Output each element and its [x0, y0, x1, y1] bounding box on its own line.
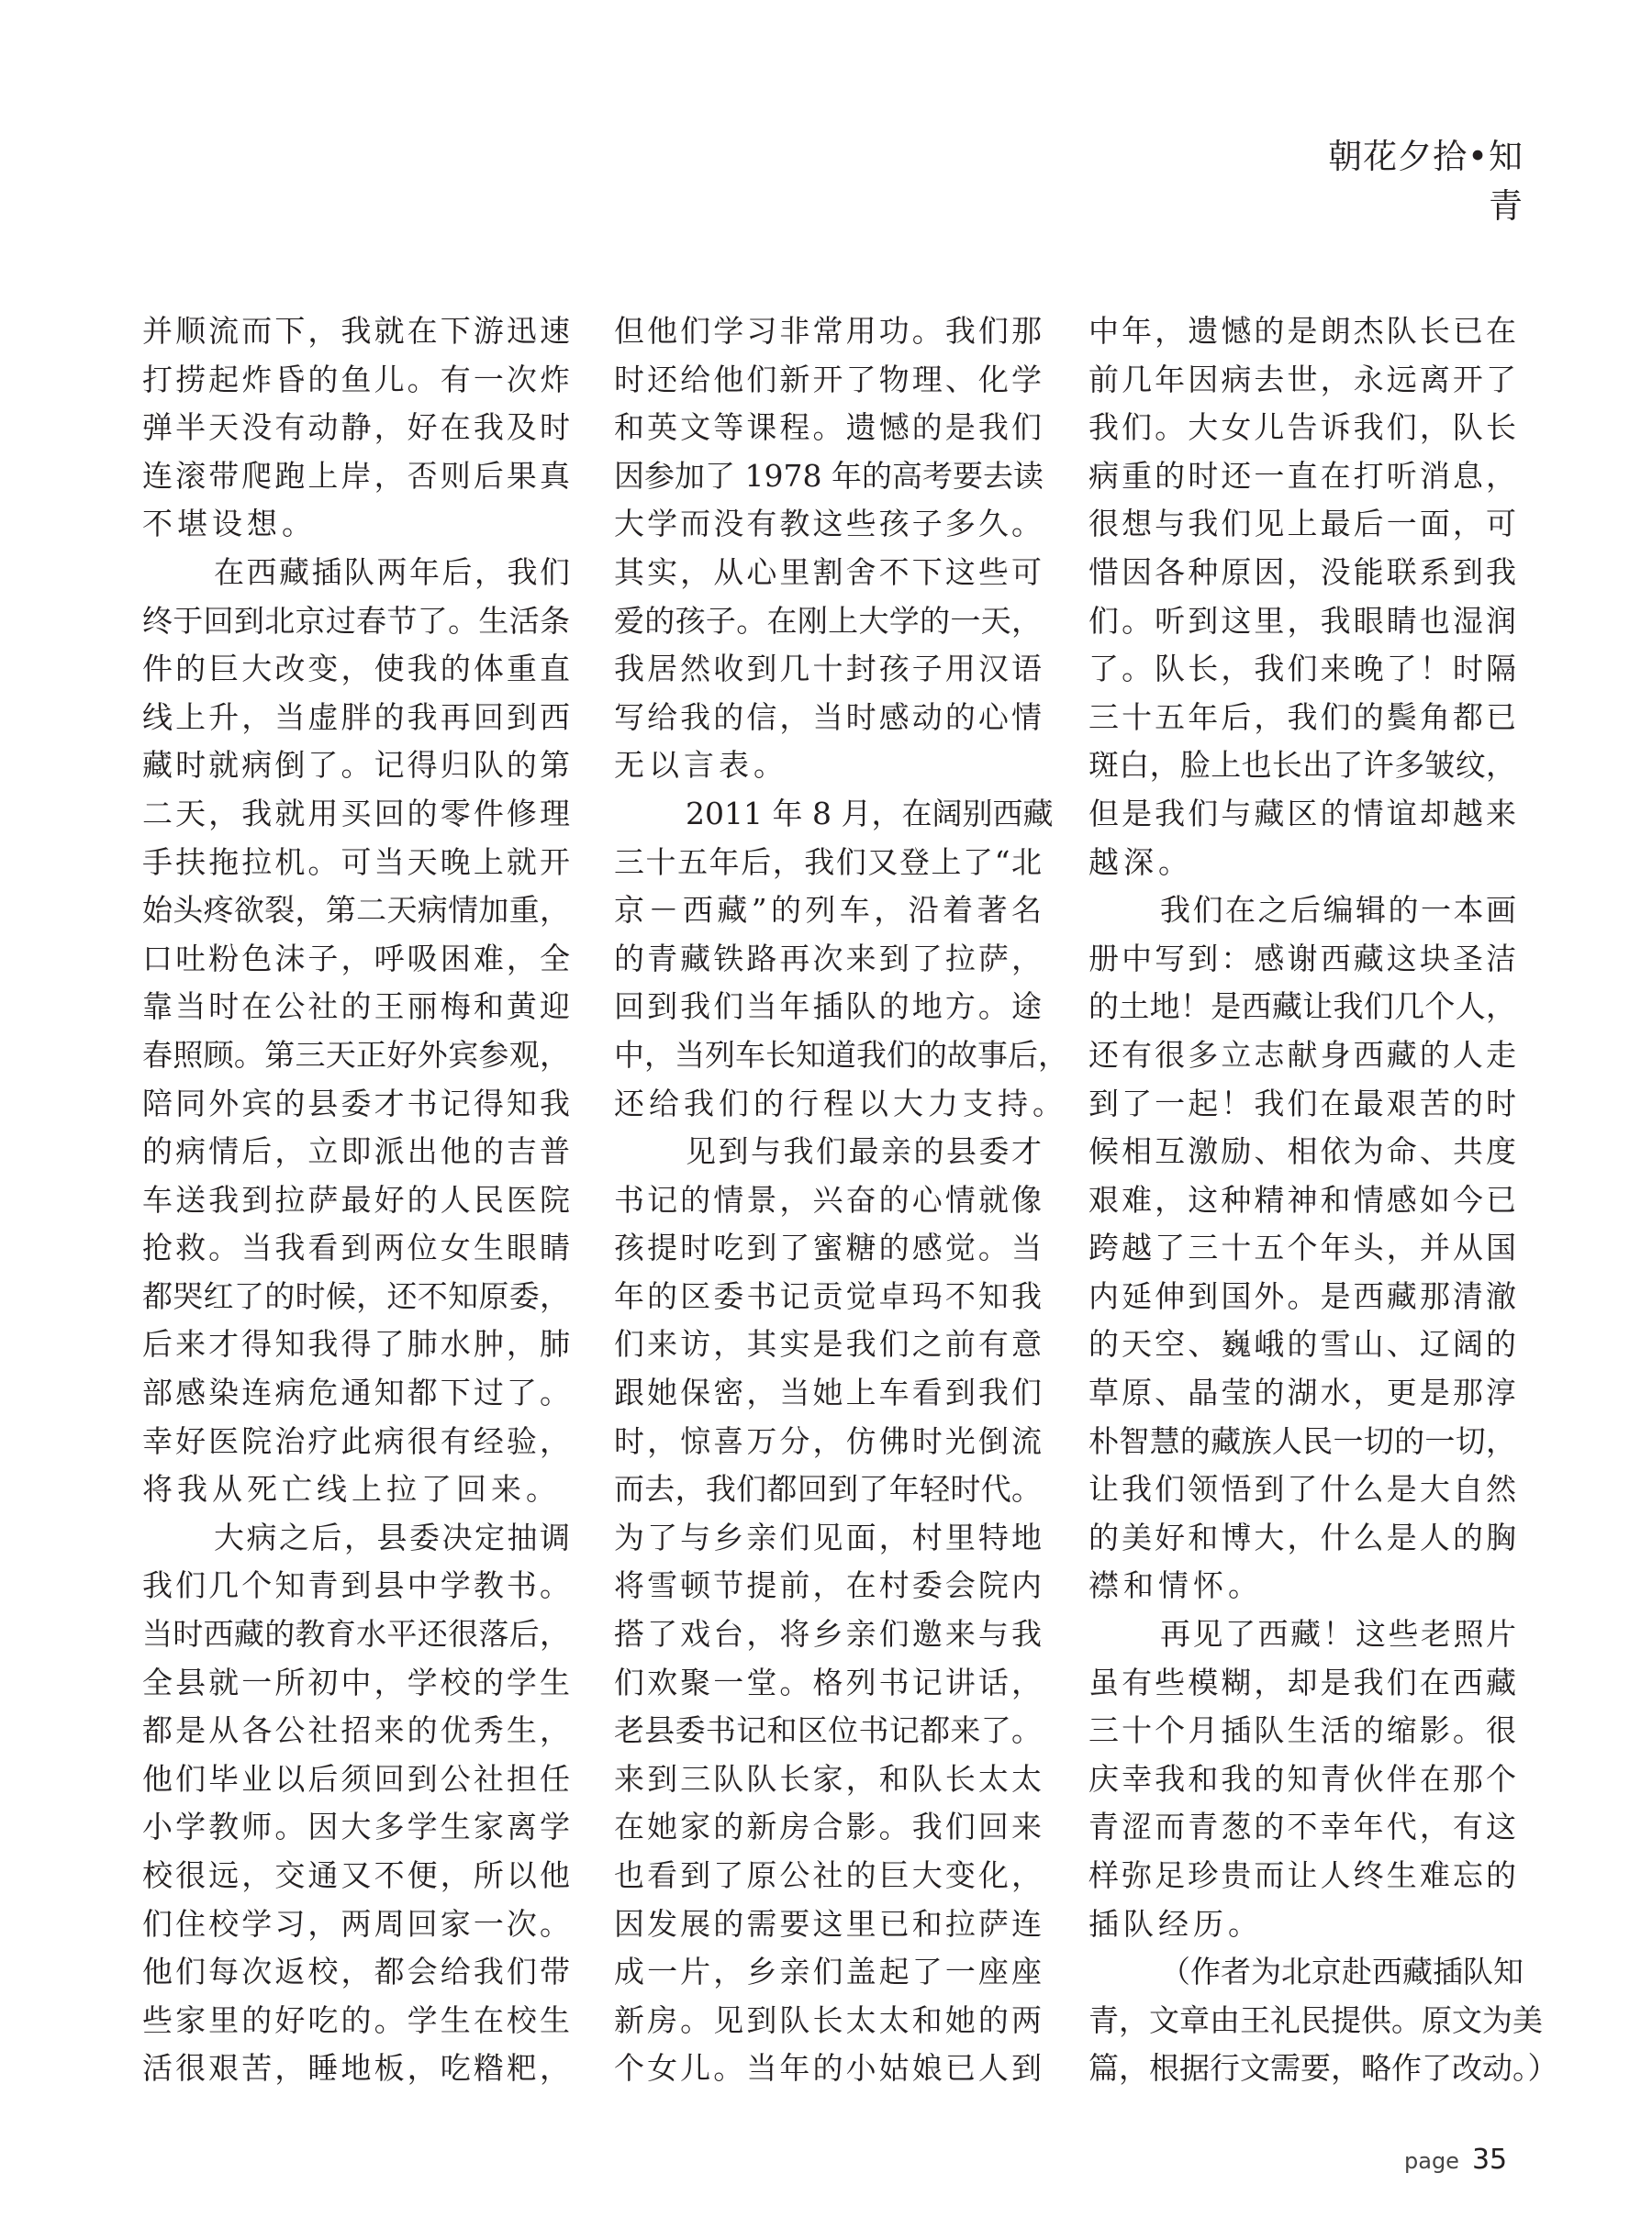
- text-line: 都哭红了的时候，还不知原委，: [142, 1277, 570, 1314]
- text-line: 二天，我就用买回的零件修理: [142, 795, 570, 831]
- text-line: 孩提时吃到了蜜糖的感觉。当: [614, 1230, 1042, 1266]
- text-line: 抢救。当我看到两位女生眼睛: [142, 1230, 570, 1266]
- text-line: 成一片，乡亲们盖起了一座座: [614, 1954, 1042, 1990]
- text-line: 都是从各公社招来的优秀生，: [142, 1712, 570, 1749]
- text-line: 候相互激励、相依为命、共度: [1088, 1133, 1516, 1170]
- text-line: 我们几个知青到县中学教书。: [142, 1567, 570, 1604]
- text-line: 时，惊喜万分，仿佛时光倒流: [614, 1422, 1042, 1459]
- text-line: 插队经历。: [1088, 1905, 1263, 1942]
- paragraph-start-line: 再见了西藏！这些老照片: [1160, 1616, 1516, 1653]
- text-line: 不堪设想。: [142, 506, 317, 542]
- text-line: 们。听到这里，我眼睛也湿润: [1088, 602, 1516, 639]
- text-line: 靠当时在公社的王丽梅和黄迎: [142, 988, 570, 1025]
- text-line: 陪同外宾的县委才书记得知我: [142, 1085, 570, 1121]
- article-column-2: [614, 307, 1068, 2093]
- text-line: 小学教师。因大多学生家离学: [142, 1809, 570, 1845]
- text-line: 些家里的好吃的。学生在校生: [142, 2001, 570, 2038]
- text-line: 惜因各种原因，没能联系到我: [1088, 553, 1516, 590]
- text-line: 还给我们的行程以大力支持。: [614, 1085, 1067, 1121]
- text-line: 们住校学习，两周回家一次。: [142, 1905, 570, 1942]
- text-line: 三十五年后，我们的鬓角都已: [1088, 698, 1516, 735]
- text-line: 时还给他们新开了物理、化学: [614, 361, 1042, 397]
- text-line: 大学而没有教这些孩子多久。: [614, 506, 1042, 542]
- text-line: 京－西藏”的列车，沿着著名: [614, 892, 1042, 929]
- text-line: 搭了戏台，将乡亲们邀来与我: [614, 1616, 1042, 1653]
- text-line: 越深。: [1088, 843, 1193, 880]
- text-line: 但是我们与藏区的情谊却越来: [1088, 795, 1516, 831]
- text-line: 跨越了三十五个年头，并从国: [1088, 1230, 1516, 1266]
- text-line: 青，文章由王礼民提供。原文为美: [1088, 2001, 1543, 2038]
- text-line: 老县委书记和区位书记都来了。: [614, 1712, 1042, 1749]
- text-line: 朴智慧的藏族人民一切的一切，: [1088, 1422, 1516, 1459]
- paragraph-start-line: 在西藏插队两年后，我们: [214, 553, 570, 590]
- text-line: 的美好和博大，什么是人的胸: [1088, 1519, 1516, 1555]
- text-line: 也看到了原公社的巨大变化，: [614, 1857, 1042, 1893]
- paragraph-start-line: （作者为北京赴西藏插队知: [1160, 1954, 1524, 1990]
- section-header: 朝花夕拾•知青: [1328, 137, 1524, 226]
- text-line: 但他们学习非常用功。我们那: [614, 313, 1042, 349]
- text-line: 其实，从心里割舍不下这些可: [614, 553, 1042, 590]
- text-line: 前几年因病去世，永远离开了: [1088, 361, 1516, 397]
- text-line: 在她家的新房合影。我们回来: [614, 1809, 1042, 1845]
- text-line: 将雪顿节提前，在村委会院内: [614, 1567, 1042, 1604]
- text-line: 襟和情怀。: [1088, 1567, 1263, 1604]
- text-line: 口吐粉色沫子，呼吸困难，全: [142, 940, 570, 976]
- page-number-footer: [1404, 2144, 1507, 2176]
- text-line: 并顺流而下，我就在下游迅速: [142, 313, 570, 349]
- text-line: 虽有些模糊，却是我们在西藏: [1088, 1664, 1516, 1700]
- text-line: 书记的情景，兴奋的心情就像: [614, 1181, 1042, 1218]
- article-column-1: [142, 307, 570, 2093]
- text-line: 三十个月插队生活的缩影。很: [1088, 1712, 1516, 1749]
- text-line: 打捞起炸昏的鱼儿。有一次炸: [142, 361, 570, 397]
- text-line: 因参加了 1978 年的高考要去读: [614, 457, 1044, 494]
- text-line: 和英文等课程。遗憾的是我们: [614, 409, 1042, 446]
- text-line: 的病情后，立即派出他的吉普: [142, 1133, 570, 1170]
- text-line: 让我们领悟到了什么是大自然: [1088, 1471, 1516, 1508]
- text-line: 青涩而青葱的不幸年代，有这: [1088, 1809, 1516, 1845]
- text-line: 他们每次返校，都会给我们带: [142, 1954, 570, 1990]
- paragraph-start-line: 见到与我们最亲的县委才: [686, 1133, 1042, 1170]
- text-line: 中，当列车长知道我们的故事后，: [614, 1036, 1068, 1073]
- text-line: 斑白，脸上也长出了许多皱纹，: [1088, 747, 1516, 784]
- text-line: 的天空、巍峨的雪山、辽阔的: [1088, 1326, 1516, 1363]
- text-line: 写给我的信，当时感动的心情: [614, 698, 1042, 735]
- text-line: 中年，遗憾的是朗杰队长已在: [1088, 313, 1516, 349]
- text-line: 们欢聚一堂。格列书记讲话，: [614, 1664, 1042, 1700]
- text-line: 样弥足珍贵而让人终生难忘的: [1088, 1857, 1516, 1893]
- text-line: 回到我们当年插队的地方。途: [614, 988, 1042, 1025]
- text-line: 幸好医院治疗此病很有经验，: [142, 1422, 570, 1459]
- text-line: 因发展的需要这里已和拉萨连: [614, 1905, 1042, 1942]
- text-line: 他们毕业以后须回到公社担任: [142, 1760, 570, 1797]
- text-line: 后来才得知我得了肺水肿，肺: [142, 1326, 570, 1363]
- text-line: 当时西藏的教育水平还很落后，: [142, 1616, 570, 1653]
- text-line: 弹半天没有动静，好在我及时: [142, 409, 570, 446]
- text-line: 跟她保密，当她上车看到我们: [614, 1375, 1042, 1411]
- text-line: 庆幸我和我的知青伙伴在那个: [1088, 1760, 1516, 1797]
- text-line: 全县就一所初中，学校的学生: [142, 1664, 570, 1700]
- text-line: 艰难，这种精神和情感如今已: [1088, 1181, 1516, 1218]
- paragraph-start-line: 大病之后，县委决定抽调: [214, 1519, 570, 1555]
- text-line: 很想与我们见上最后一面，可: [1088, 506, 1516, 542]
- text-line: 的土地！是西藏让我们几个人，: [1088, 988, 1516, 1025]
- text-line: 还有很多立志献身西藏的人走: [1088, 1036, 1516, 1073]
- text-line: 而去，我们都回到了年轻时代。: [614, 1471, 1042, 1508]
- text-line: 始头疼欲裂，第二天病情加重，: [142, 892, 570, 929]
- text-line: 我居然收到几十封孩子用汉语: [614, 651, 1042, 687]
- text-line: 无以言表。: [614, 747, 788, 784]
- page-number: 35: [1471, 2144, 1508, 2176]
- text-line: 将我从死亡线上拉了回来。: [142, 1471, 561, 1508]
- text-line: 件的巨大改变，使我的体重直: [142, 651, 570, 687]
- text-line: 册中写到：感谢西藏这块圣洁: [1088, 940, 1516, 976]
- text-line: 来到三队队长家，和队长太太: [614, 1760, 1042, 1797]
- text-line: 终于回到北京过春节了。生活条: [142, 602, 570, 639]
- text-line: 新房。见到队长太太和她的两: [614, 2001, 1042, 2038]
- text-line: 篇，根据行文需要，略作了改动。）: [1088, 2050, 1558, 2087]
- text-line: 爱的孩子。在刚上大学的一天，: [614, 602, 1042, 639]
- paragraph-start-line: 我们在之后编辑的一本画: [1160, 892, 1516, 929]
- text-line: 部感染连病危通知都下过了。: [142, 1375, 570, 1411]
- text-line: 藏时就病倒了。记得归队的第: [142, 747, 570, 784]
- text-line: 连滚带爬跑上岸，否则后果真: [142, 457, 570, 494]
- page-label: page: [1404, 2148, 1459, 2174]
- text-line: 为了与乡亲们见面，村里特地: [614, 1519, 1042, 1555]
- text-line: 手扶拖拉机。可当天晚上就开: [142, 843, 570, 880]
- text-line: 了。队长，我们来晚了！时隔: [1088, 651, 1516, 687]
- text-line: 线上升，当虚胖的我再回到西: [142, 698, 570, 735]
- text-line: 春照顾。第三天正好外宾参观，: [142, 1036, 570, 1073]
- text-line: 车送我到拉萨最好的人民医院: [142, 1181, 570, 1218]
- text-line: 内延伸到国外。是西藏那清澈: [1088, 1277, 1516, 1314]
- text-line: 年的区委书记贡觉卓玛不知我: [614, 1277, 1042, 1314]
- text-line: 的青藏铁路再次来到了拉萨，: [614, 940, 1042, 976]
- text-line: 校很远，交通又不便，所以他: [142, 1857, 570, 1893]
- text-line: 们来访，其实是我们之前有意: [614, 1326, 1042, 1363]
- text-line: 我们。大女儿告诉我们，队长: [1088, 409, 1516, 446]
- text-line: 草原、晶莹的湖水，更是那淳: [1088, 1375, 1516, 1411]
- text-line: 病重的时还一直在打听消息，: [1088, 457, 1516, 494]
- text-line: 活很艰苦，睡地板，吃糌粑，: [142, 2050, 570, 2087]
- text-line: 到了一起！我们在最艰苦的时: [1088, 1085, 1516, 1121]
- article-column-3: [1088, 307, 1558, 2093]
- text-line: 三十五年后，我们又登上了“北: [614, 843, 1042, 880]
- text-line: 个女儿。当年的小姑娘已人到: [614, 2050, 1042, 2087]
- paragraph-start-line: 2011 年 8 月，在阔别西藏: [686, 795, 1054, 831]
